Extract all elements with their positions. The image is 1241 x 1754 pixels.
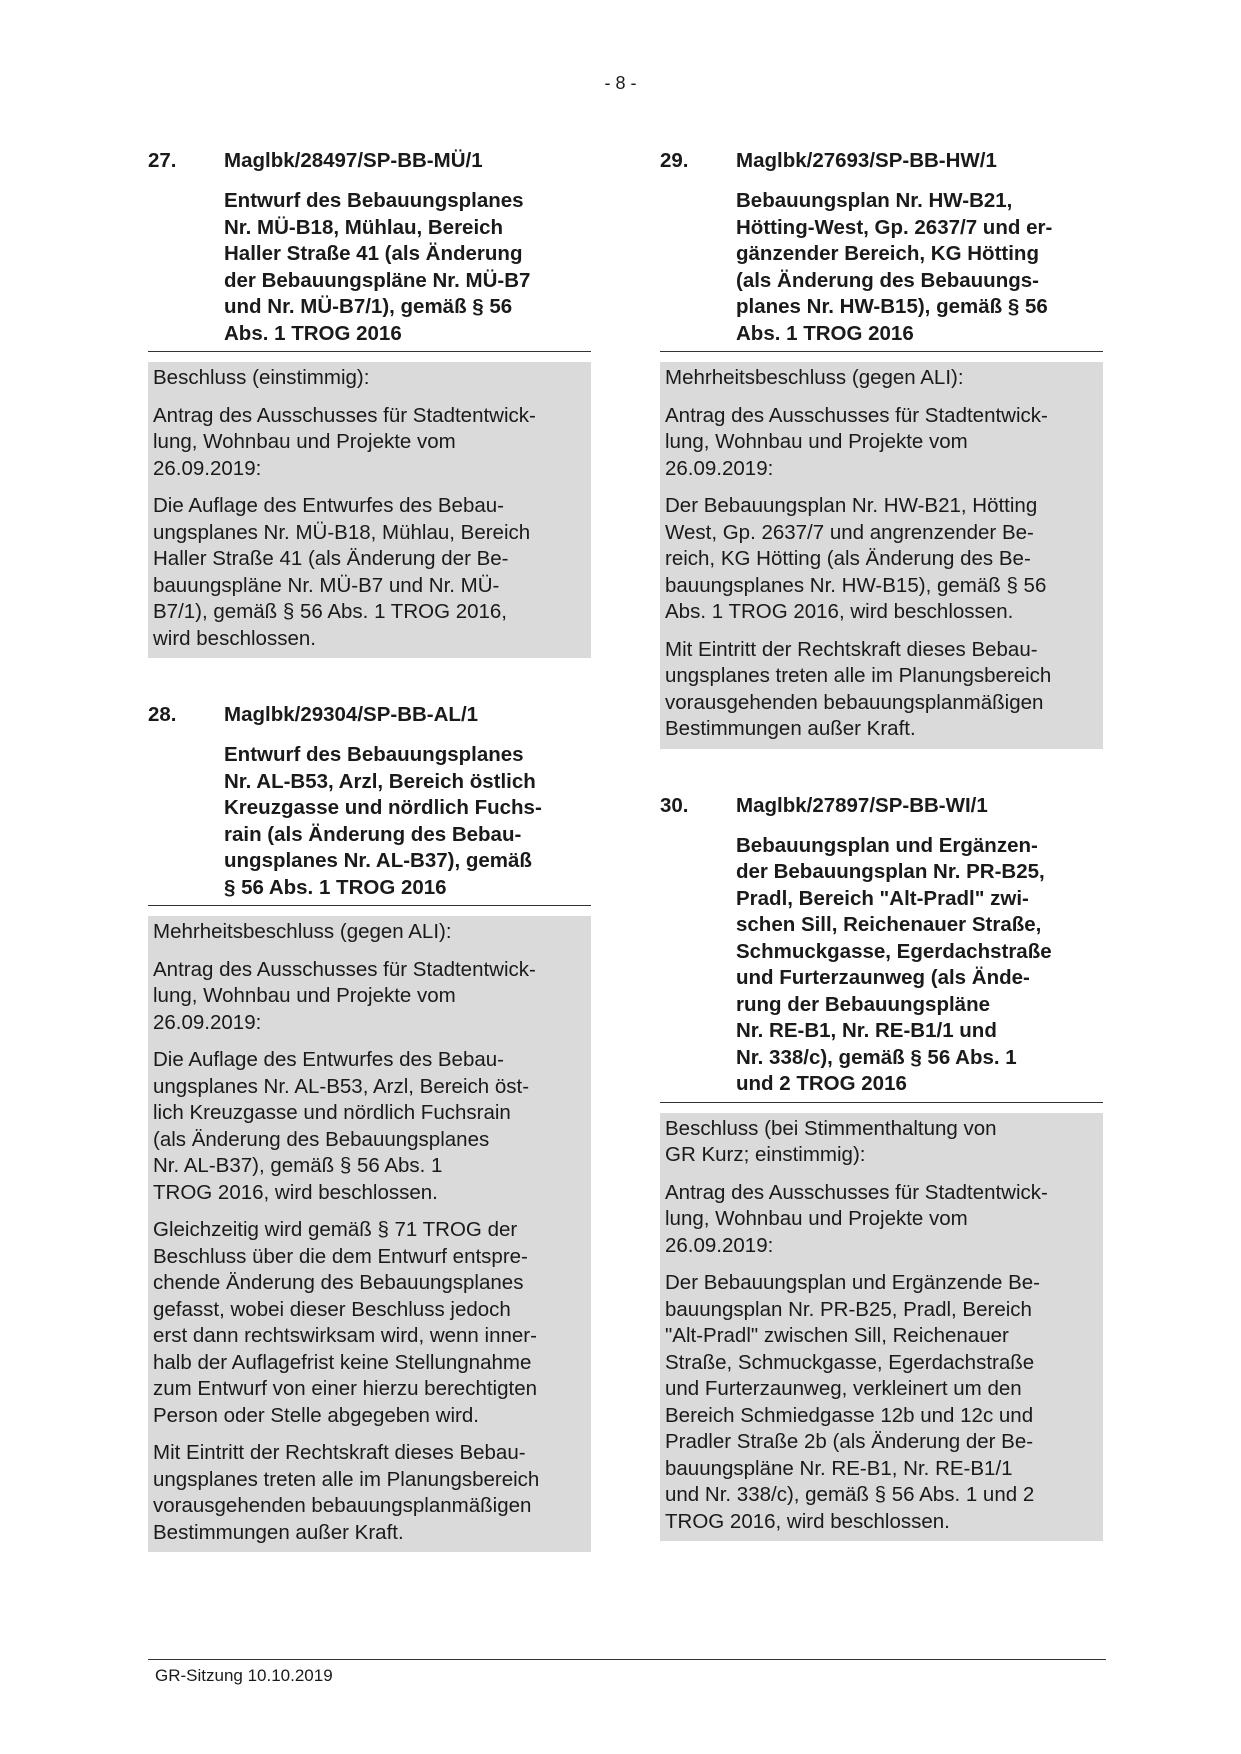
item-reference: Maglbk/27897/SP-BB-WI/1 — [736, 793, 988, 817]
item-title: Entwurf des Bebauungsplanes Nr. AL-B53, Arzl, Bereich östlich Kreuzgasse und nördlich Fuchs- rain (als Änderung des Bebau- ungsplanes Nr. AL-B37), gemäß § 56 Abs. 1 TROG 2016 — [224, 743, 542, 899]
decision-text: Der Bebauungsplan und Ergänzende Be- bauungsplan Nr. PR-B25, Pradl, Bereich "Alt-Pradl" zwischen Sill, Reichenauer Straße, Schmuckgasse, Egerdachstraße und Furterzaunweg, verkleinert um den Bereich Schmiedgasse 12b und 12c und Pradler Straße 2b (als Änderung der Be- bauungspläne Nr. RE-B1, Nr. RE-B1/1 und Nr. 338/c), gemäß § 56 Abs. 1 und 2 TROG 2016, wird beschlossen. — [665, 1271, 1040, 1533]
decision-text: Der Bebauungsplan Nr. HW-B21, Hötting West, Gp. 2637/7 und angrenzender Be- reich, KG Hötting (als Änderung des Be- bauungsplanes Nr. HW-B15), gemäß § 56 Abs. 1 TROG 2016, wird beschlossen. — [665, 494, 1047, 623]
motion-source: Antrag des Ausschusses für Stadtentwick- lung, Wohnbau und Projekte vom 26.09.2019: — [153, 403, 536, 480]
decision-type: Beschluss (einstimmig): — [153, 366, 370, 389]
item-reference: Maglbk/27693/SP-BB-HW/1 — [736, 149, 997, 172]
decision-box — [660, 362, 1103, 749]
page-number: - 8 - — [604, 73, 637, 93]
agenda-item-29 — [660, 148, 1103, 749]
item-heading — [148, 702, 591, 728]
right-column — [660, 148, 1103, 1585]
decision-text-supplement: Gleichzeitig wird gemäß § 71 TROG der Beschluss über die dem Entwurf entspre- chende Änderung des Bebauungsplanes gefasst, wobei dieser Beschluss jedoch erst dann rechtswirksam wird, wenn inner- halb der Auflagefrist keine Stellungnahme zum Entwurf von einer hierzu berechtigten Person oder Stelle abgegeben wird. — [153, 1218, 538, 1427]
item-divider — [148, 351, 591, 352]
decision-text: Die Auflage des Entwurfes des Bebau- ungsplanes Nr. MÜ-B18, Mühlau, Bereich Haller Straße 41 (als Änderung der Be- bauungspläne Nr. MÜ-B7 und Nr. MÜ- B7/1), gemäß § 56 Abs. 1 TROG 2016, wird beschlossen. — [153, 494, 531, 650]
agenda-item-30 — [660, 793, 1103, 1542]
decision-text-legal-effect: Mit Eintritt der Rechtskraft dieses Bebau- ungsplanes treten alle im Planungsbereich vorausgehenden bebauungsplanmäßigen Bestimmungen außer Kraft. — [153, 1441, 540, 1544]
decision-text: Die Auflage des Entwurfes des Bebau- ungsplanes Nr. AL-B53, Arzl, Bereich öst- lich Kreuzgasse und nördlich Fuchsrain (als Änderung des Bebauungsplanes Nr. AL-B37), gemäß § 56 Abs. 1 TROG 2016, wird beschlossen. — [153, 1048, 530, 1204]
decision-type: Mehrheitsbeschluss (gegen ALI): — [153, 920, 452, 943]
item-heading — [148, 148, 591, 174]
agenda-item-27 — [148, 148, 591, 658]
item-divider — [660, 351, 1103, 352]
decision-box — [660, 1113, 1103, 1542]
item-title: Entwurf des Bebauungsplanes Nr. MÜ-B18, Mühlau, Bereich Haller Straße 41 (als Änderung der Bebauungspläne Nr. MÜ-B7 und Nr. MÜ-B7/1), gemäß § 56 Abs. 1 TROG 2016 — [224, 189, 531, 345]
item-reference: Maglbk/29304/SP-BB-AL/1 — [224, 703, 479, 726]
motion-source: Antrag des Ausschusses für Stadtentwick- lung, Wohnbau und Projekte vom 26.09.2019: — [665, 1180, 1048, 1257]
decision-type: Mehrheitsbeschluss (gegen ALI): — [665, 366, 964, 389]
decision-type: Beschluss (bei Stimmenthaltung von GR Kurz; einstimmig): — [665, 1116, 997, 1166]
item-title: Bebauungsplan Nr. HW-B21, Hötting-West, Gp. 2637/7 und er- gänzender Bereich, KG Hötting (als Änderung des Bebauungs- planes Nr. HW-B15), gemäß § 56 Abs. 1 TROG 2016 — [736, 189, 1053, 345]
decision-text-legal-effect: Mit Eintritt der Rechtskraft dieses Bebau- ungsplanes treten alle im Planungsbereich vorausgehenden bebauungsplanmäßigen Bestimmungen außer Kraft. — [665, 637, 1052, 740]
item-number: 29. — [660, 149, 689, 172]
item-reference: Maglbk/28497/SP-BB-MÜ/1 — [224, 149, 483, 172]
item-title: Bebauungsplan und Ergänzen- der Bebauungsplan Nr. PR-B25, Pradl, Bereich "Alt-Pradl" zwi- schen Sill, Reichenauer Straße, Schmuckgasse, Egerdachstraße und Furterzaunweg (als Ände- rung der Bebauungspläne Nr. RE-B1, Nr. RE-B1/1 und Nr. 338/c), gemäß § 56 Abs. 1 und 2 TROG 2016 — [736, 833, 1052, 1095]
item-number: 27. — [148, 149, 177, 172]
item-number: 28. — [148, 703, 177, 726]
agenda-item-28 — [148, 702, 591, 1552]
decision-box — [148, 362, 591, 658]
item-heading — [660, 148, 1103, 174]
motion-source: Antrag des Ausschusses für Stadtentwick- lung, Wohnbau und Projekte vom 26.09.2019: — [153, 957, 536, 1034]
motion-source: Antrag des Ausschusses für Stadtentwick- lung, Wohnbau und Projekte vom 26.09.2019: — [665, 403, 1048, 480]
item-heading — [660, 793, 1103, 819]
item-number: 30. — [660, 793, 689, 817]
footer-divider — [148, 1659, 1106, 1660]
left-column — [148, 148, 591, 1596]
footer-session-label: GR-Sitzung 10.10.2019 — [155, 1666, 333, 1685]
decision-box — [148, 916, 591, 1552]
item-divider — [148, 905, 591, 906]
item-divider — [660, 1102, 1103, 1103]
